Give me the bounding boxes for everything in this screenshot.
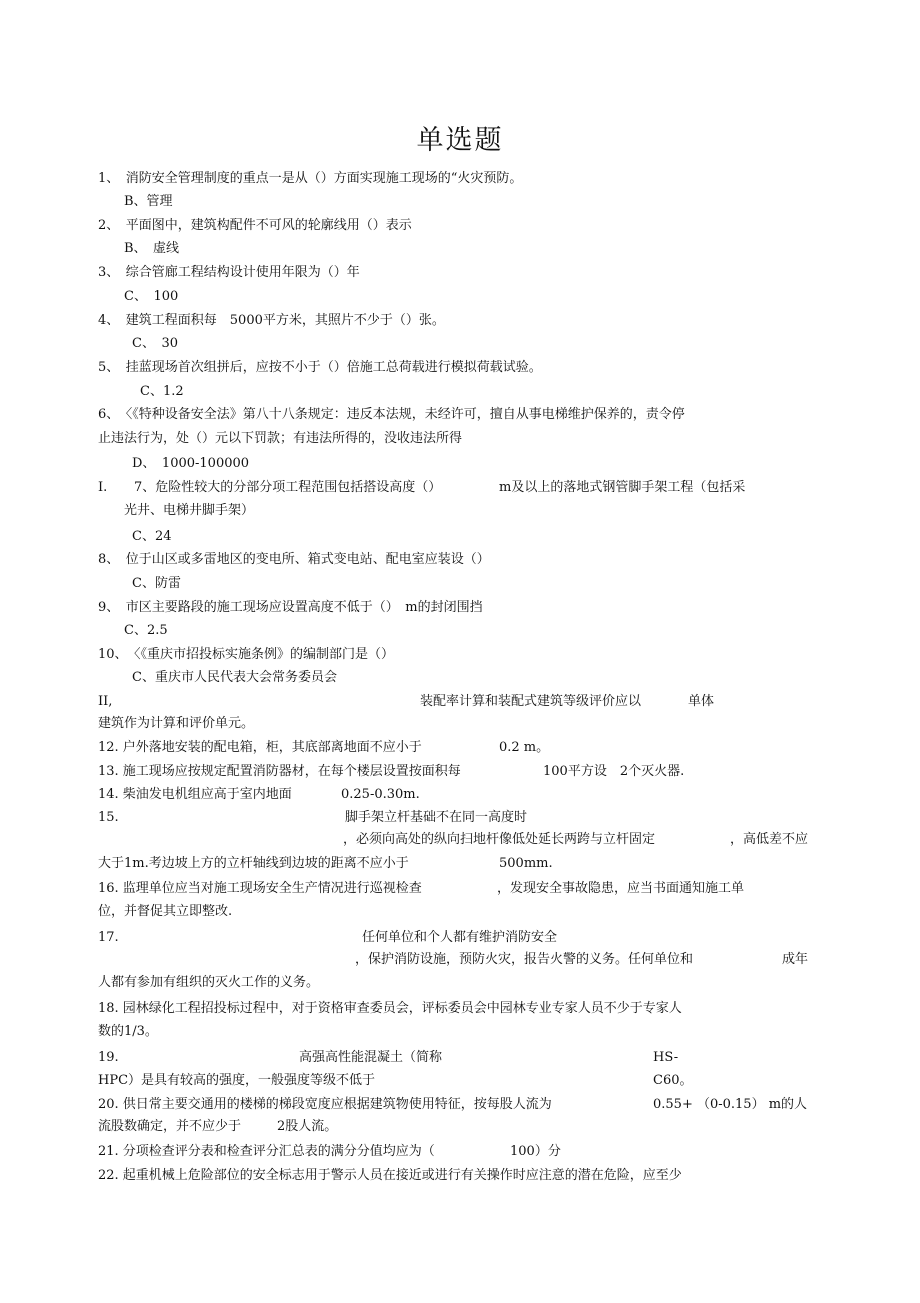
question-15-answer: 500mm. xyxy=(499,856,553,871)
question-6-line-1: 6、 〈《特种设备安全法》第八十八条规定：违反本法规，未经许可，擅自从事电梯维护保养的，责令停 xyxy=(98,407,685,422)
question-4: 4、 建筑工程面积每 5000平方米，其照片不少于（）张。 xyxy=(98,313,445,328)
question-15-line-2: ，必须向高处的纵向扫地杆像低处延长两跨与立杆固定 xyxy=(343,832,656,847)
question-15-line-2-tail: ，高低差不应 xyxy=(730,832,809,847)
question-12-answer: 0.2 m。 xyxy=(499,740,550,755)
question-6-line-2: 止违法行为，处（）元以下罚款；有违法所得的，没收违法所得 xyxy=(98,431,463,446)
question-20-answer: 2股人流。 xyxy=(277,1119,338,1134)
question-13: 13. 施工现场应按规定配置消防器材，在每个楼层设置按面积每 xyxy=(98,764,461,779)
question-17-line-2: ，保护消防设施，预防火灾，报告火警的义务。任何单位和 xyxy=(355,952,694,967)
answer-4: C、 30 xyxy=(132,336,178,351)
question-20-line-1-tail: 0.55+ （0-0.15） m的人 xyxy=(653,1097,808,1112)
question-19-number: 19. xyxy=(98,1050,119,1065)
question-19-answer: C60。 xyxy=(653,1073,693,1088)
question-7-line-1: 7、危险性较大的分部分项工程范围包括搭设高度（） xyxy=(134,480,442,495)
question-20-line-1: 20. 供日常主要交通用的楼梯的梯段宽度应根据建筑物使用特征，按每股人流为 xyxy=(98,1097,552,1112)
question-17-line-2-tail: 成年 xyxy=(782,952,809,967)
question-7-line-2: 光井、电梯井脚手架） xyxy=(124,503,255,518)
answer-5: C、1.2 xyxy=(140,384,184,399)
question-20-line-2: 流股数确定，并不应少于 xyxy=(98,1119,242,1134)
question-17-line-3: 人都有参加有组织的灭火工作的义务。 xyxy=(98,975,320,990)
question-5: 5、 挂蓝现场首次组拼后，应按不小于（）倍施工总荷载进行模拟荷载试验。 xyxy=(98,360,542,375)
question-22: 22. 起重机械上危险部位的安全标志用于警示人员在接近或进行有关操作时应注意的潜在危险，应至少 xyxy=(98,1168,682,1183)
question-1: 1、 消防安全管理制度的重点一是从（）方面实现施工现场的“火灾预防。 xyxy=(98,171,523,186)
question-15-line-3: 大于1m.考边坡上方的立杆轴线到边坡的距离不应小于 xyxy=(98,856,409,871)
question-2: 2、 平面图中，建筑构配件不可风的轮廓线用（）表示 xyxy=(98,218,412,233)
question-7-number: I. xyxy=(98,480,108,495)
answer-8: C、防雷 xyxy=(132,576,181,591)
page-title: 单选题 xyxy=(416,125,504,156)
question-17-number: 17. xyxy=(98,930,119,945)
question-8: 8、 位于山区或多雷地区的变电所、箱式变电站、配电室应装设（） xyxy=(98,552,490,567)
question-15-number: 15. xyxy=(98,810,119,825)
question-21-answer: 100）分 xyxy=(510,1144,561,1159)
answer-6: D、 1000-100000 xyxy=(132,456,250,471)
question-16-line-1-tail: ，发现安全事故隐患，应当书面通知施工单 xyxy=(497,881,745,896)
question-11-line-1-tail: 单体 xyxy=(688,694,715,709)
question-18-line-2: 数的1/3。 xyxy=(98,1024,158,1039)
question-11-number: II, xyxy=(98,694,113,709)
question-11-line-1: 装配率计算和装配式建筑等级评价应以 xyxy=(420,694,642,709)
question-12: 12. 户外落地安装的配电箱，柜，其底部离地面不应小于 xyxy=(98,740,422,755)
answer-1: B、管理 xyxy=(124,194,173,209)
answer-3: C、 100 xyxy=(124,289,179,304)
question-14-answer: 0.25-0.30m. xyxy=(341,787,420,802)
question-11-line-2: 建筑作为计算和评价单元。 xyxy=(98,716,255,731)
question-16-line-1: 16. 监理单位应当对施工现场安全生产情况进行巡视检查 xyxy=(98,881,422,896)
question-19-line-1-tail: HS- xyxy=(653,1050,679,1065)
question-3: 3、 综合管廊工程结构设计使用年限为（）年 xyxy=(98,265,360,280)
question-18-line-1: 18. 园林绿化工程招投标过程中，对于资格审查委员会，评标委员会中园林专业专家人员不少于专家人 xyxy=(98,1001,682,1016)
question-19-line-2: HPC）是具有较高的强度，一般强度等级不低于 xyxy=(98,1073,376,1088)
answer-2: B、 虚线 xyxy=(124,241,180,256)
question-10: 10、 〈《重庆市招投标实施条例》的编制部门是（） xyxy=(98,647,395,662)
question-17-line-1: 任何单位和个人都有维护消防安全 xyxy=(362,930,558,945)
question-7-line-1-tail: m及以上的落地式钢管脚手架工程（包括采 xyxy=(499,480,746,495)
answer-7: C、24 xyxy=(132,529,172,544)
question-15-line-1: 脚手架立杆基础不在同一高度时 xyxy=(345,810,528,825)
question-14: 14. 柴油发电机组应高于室内地面 xyxy=(98,787,292,802)
question-13-answer: 100平方设 2个灭火器. xyxy=(543,764,685,779)
question-21: 21. 分项检查评分表和检查评分汇总表的满分分值均应为（ xyxy=(98,1144,435,1159)
answer-9: C、2.5 xyxy=(124,623,168,638)
question-16-line-2: 位，并督促其立即整改. xyxy=(98,904,233,919)
question-19-line-1: 高强高性能混凝土（简称 xyxy=(299,1050,443,1065)
answer-10: C、重庆市人民代表大会常务委员会 xyxy=(132,670,337,685)
question-9: 9、 市区主要路段的施工现场应设置高度不低于（） m的封闭围挡 xyxy=(98,600,483,615)
